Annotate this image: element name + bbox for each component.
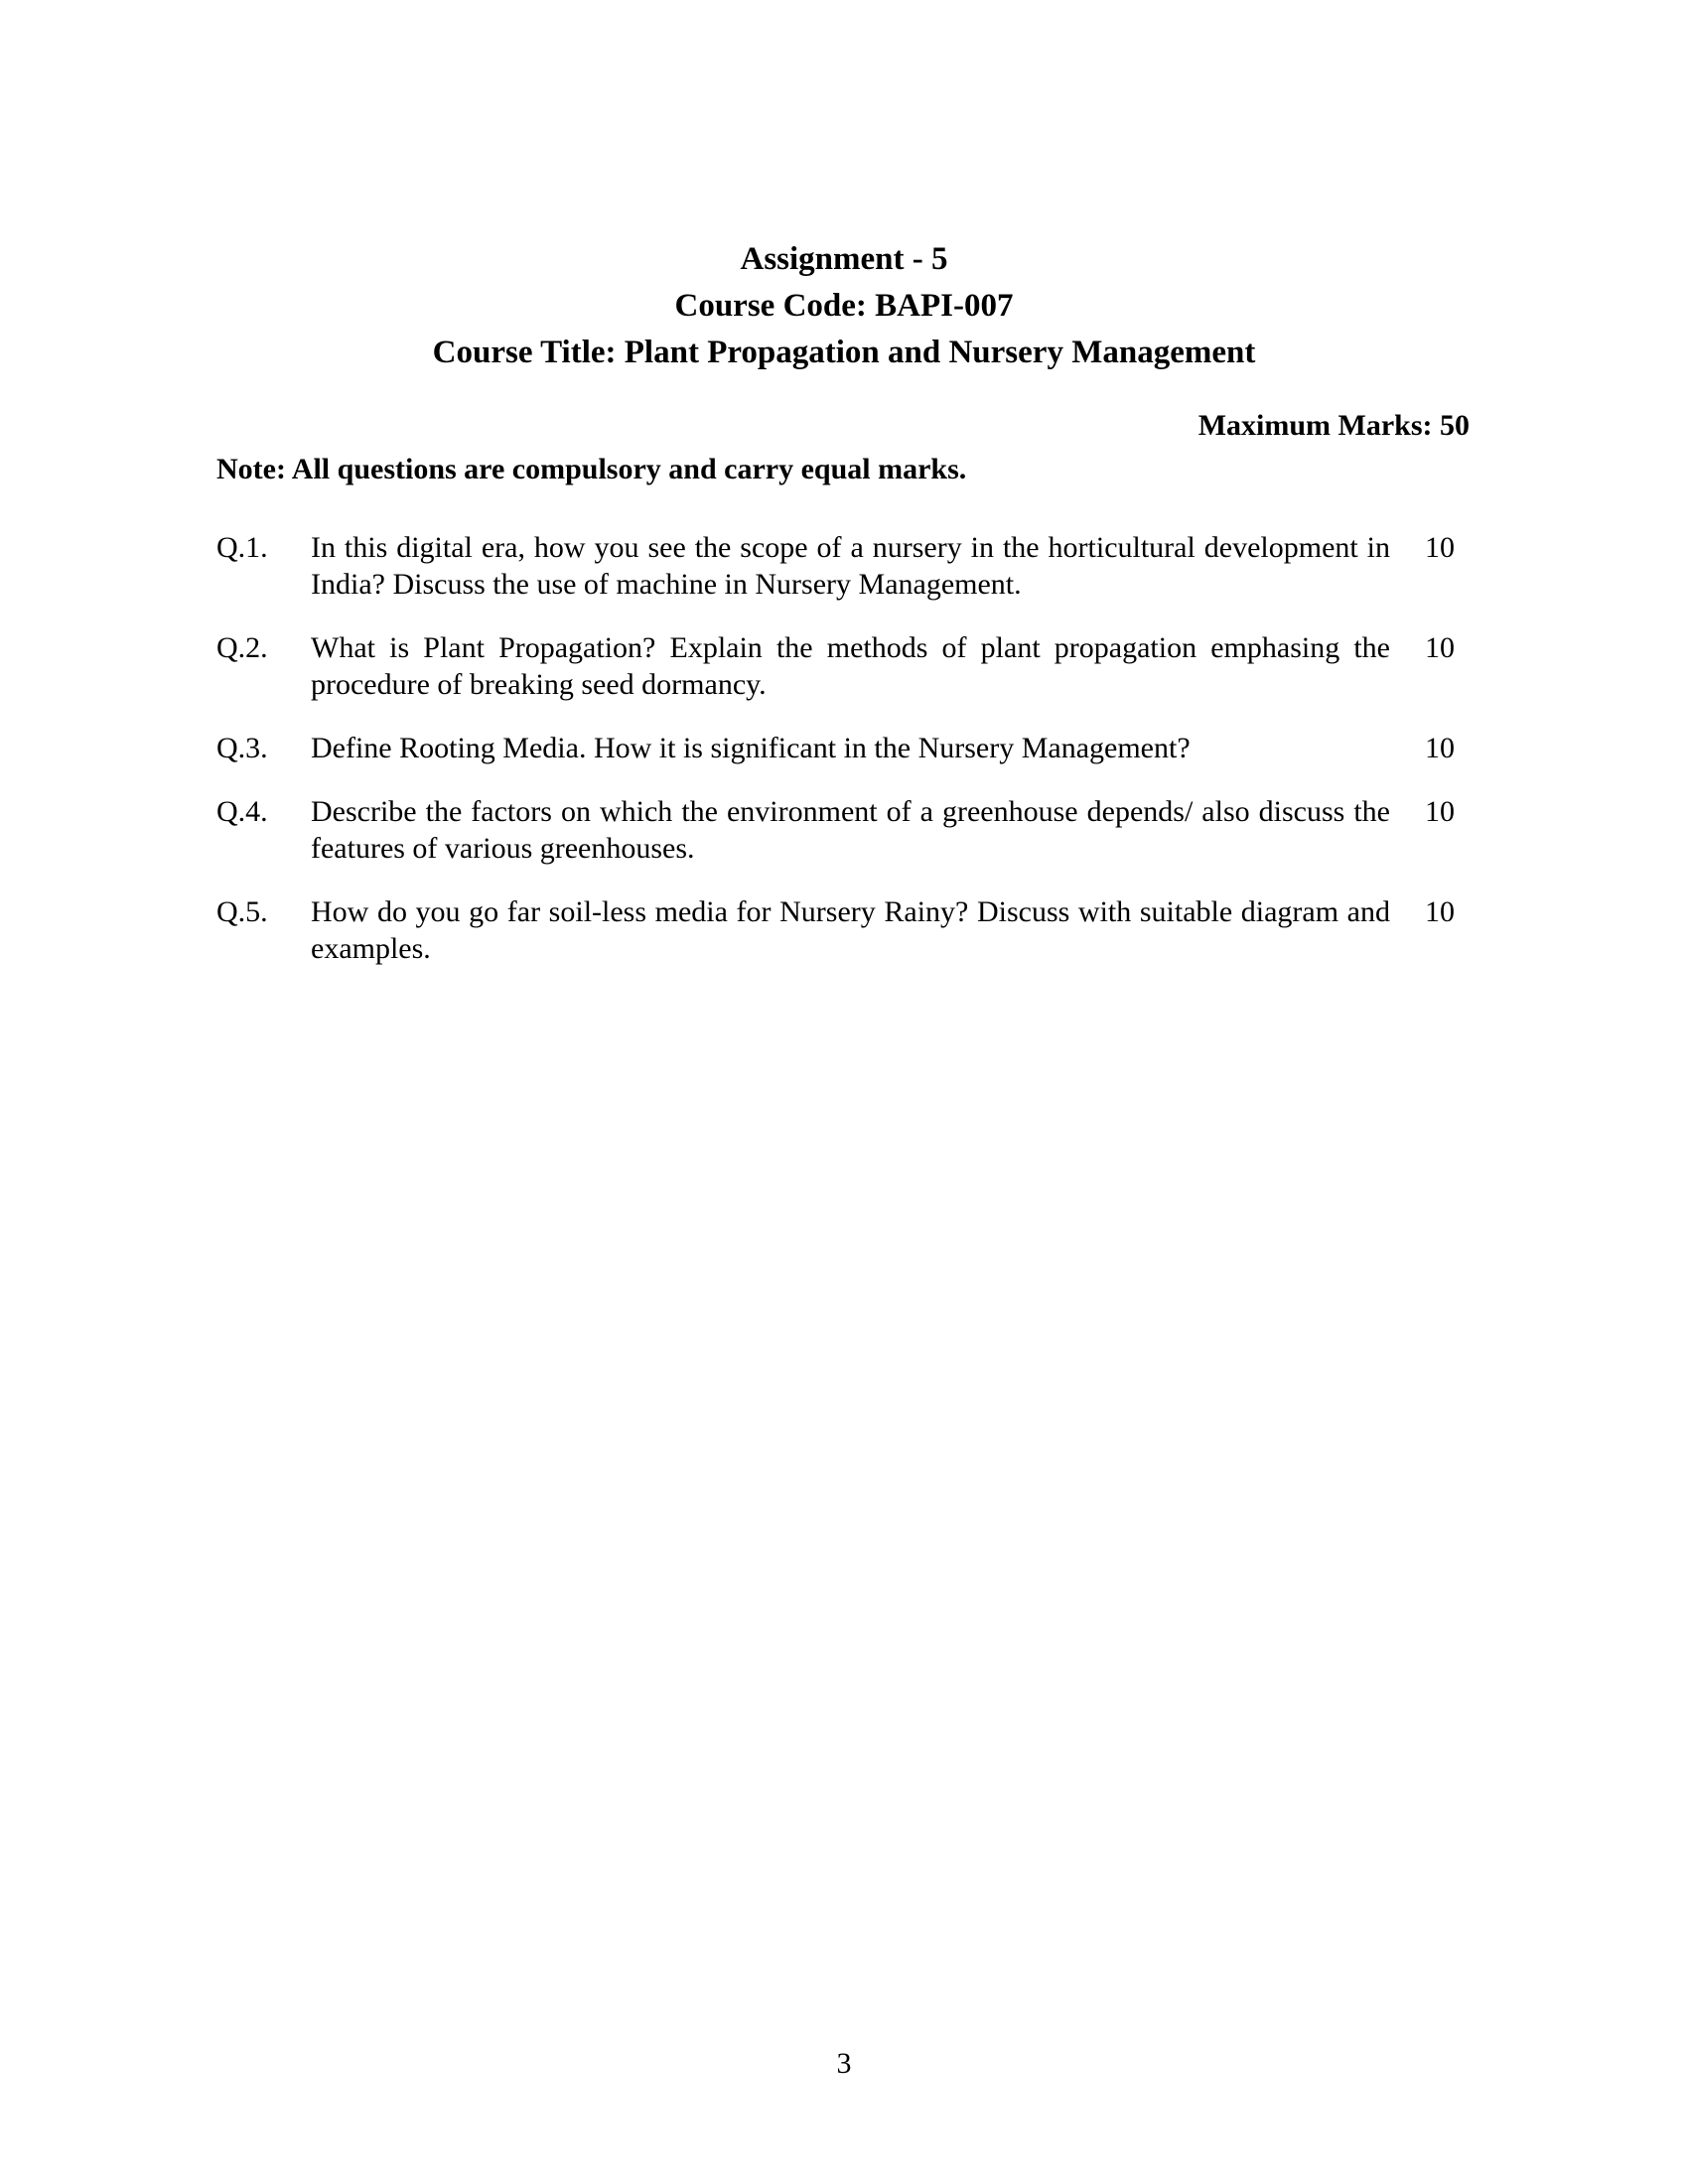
question-row xyxy=(216,793,1688,867)
question-marks: 10 xyxy=(1425,795,1455,828)
question-number: Q.1. xyxy=(216,531,268,564)
document-header xyxy=(0,0,1688,376)
assignment-title: Assignment - 5 xyxy=(740,241,948,277)
question-marks: 10 xyxy=(1425,732,1455,764)
question-row xyxy=(216,529,1688,603)
course-title-line: Course Title: Plant Propagation and Nursery Management xyxy=(432,335,1256,370)
page-number: 3 xyxy=(836,2047,852,2080)
question-text: Describe the factors on which the environment of a greenhouse depends/ also discuss the features of various greenhouses. xyxy=(311,795,1390,865)
question-row xyxy=(216,893,1688,967)
maximum-marks-line: Maximum Marks: 50 xyxy=(1197,409,1470,442)
question-number: Q.3. xyxy=(216,732,268,764)
question-text: Define Rooting Media. How it is significant in the Nursery Management? xyxy=(311,732,1191,764)
question-row xyxy=(216,629,1688,703)
question-marks: 10 xyxy=(1425,895,1455,928)
question-marks: 10 xyxy=(1425,531,1455,564)
course-code-line: Course Code: BAPI-007 xyxy=(674,288,1014,324)
question-marks: 10 xyxy=(1425,631,1455,664)
question-number: Q.5. xyxy=(216,895,268,928)
question-number: Q.4. xyxy=(216,795,268,828)
note-line: Note: All questions are compulsory and carry equal marks. xyxy=(216,453,967,485)
question-row xyxy=(216,730,1688,766)
questions-list xyxy=(0,529,1688,967)
question-text: In this digital era, how you see the scope of a nursery in the horticultural development in India? Discuss the use of machine in Nursery Management. xyxy=(311,531,1390,601)
question-text: What is Plant Propagation? Explain the methods of plant propagation emphasing the procedure of breaking seed dormancy. xyxy=(311,631,1390,701)
question-text: How do you go far soil-less media for Nursery Rainy? Discuss with suitable diagram and examples. xyxy=(311,895,1390,965)
question-number: Q.2. xyxy=(216,631,268,664)
